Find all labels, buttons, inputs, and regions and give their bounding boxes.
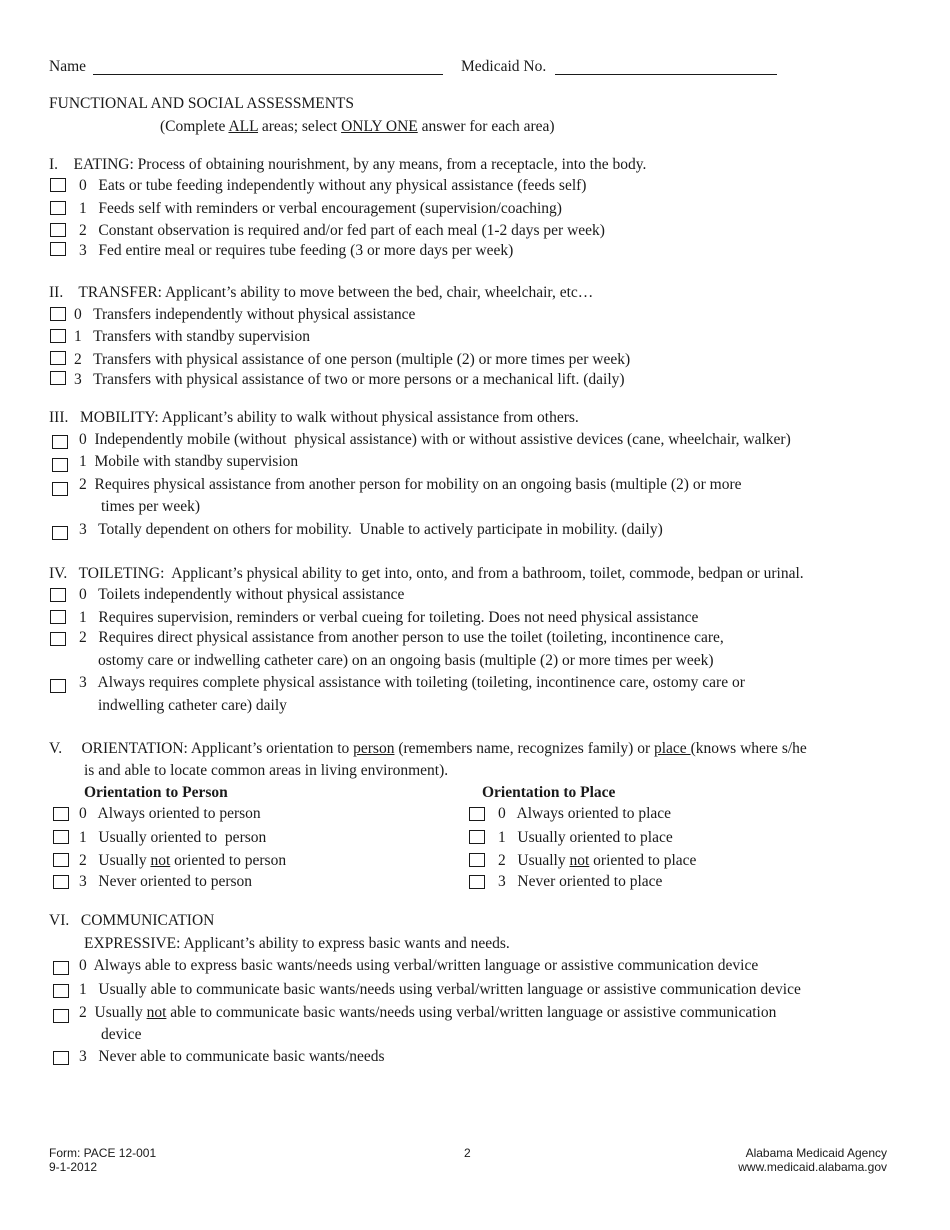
place-checkbox-1[interactable] [469,830,485,844]
transfer-checkbox-0[interactable] [50,307,66,321]
person-checkbox-3[interactable] [53,875,69,889]
orientation-heading: V. ORIENTATION: Applicant’s orientation to person (remembers name, recognizes family) or place (knows where s/he [49,740,807,757]
eating-option-2: 2 Constant observation is required and/or fed part of each meal (1-2 days per week) [79,222,605,239]
person-option-2: 2 Usually not oriented to person [79,852,287,869]
communication-option-0: 0 Always able to express basic wants/needs using verbal/written language or assistive communication device [79,957,759,974]
mobility-option-2: 2 Requires physical assistance from another person for mobility on an ongoing basis (multiple (2) or more [79,476,742,493]
place-option-3: 3 Never oriented to place [498,873,663,890]
place-option-1: 1 Usually oriented to place [498,829,673,846]
toileting-heading: IV. TOILETING: Applicant’s physical ability to get into, onto, and from a bathroom, toilet, commode, bedpan or urinal. [49,565,804,582]
eating-heading: I. EATING: Process of obtaining nourishment, by any means, from a receptacle, into the body. [49,156,647,173]
toileting-option-0: 0 Toilets independently without physical assistance [79,586,405,603]
toileting-option-3-continued: indwelling catheter care) daily [98,697,287,714]
communication-checkbox-2[interactable] [53,1009,69,1023]
toileting-option-2-continued: ostomy care or indwelling catheter care) on an ongoing basis (multiple (2) or more times per week) [98,652,714,669]
transfer-option-2: 2 Transfers with physical assistance of one person (multiple (2) or more times per week) [74,351,631,368]
mobility-option-1: 1 Mobile with standby supervision [79,453,299,470]
orientation-place-title: Orientation to Place [482,784,616,801]
orientation-heading-continued: is and able to locate common areas in living environment). [84,762,449,779]
form-date: 9-1-2012 [49,1160,98,1174]
form-number: Form: PACE 12-001 [49,1146,157,1160]
communication-checkbox-3[interactable] [53,1051,69,1065]
communication-checkbox-1[interactable] [53,984,69,998]
person-option-0: 0 Always oriented to person [79,805,261,822]
agency-name: Alabama Medicaid Agency [745,1146,887,1160]
eating-checkbox-1[interactable] [50,201,66,215]
medicaid-number-field[interactable] [555,74,777,75]
page-title: FUNCTIONAL AND SOCIAL ASSESSMENTS [49,95,355,112]
place-checkbox-0[interactable] [469,807,485,821]
transfer-heading: II. TRANSFER: Applicant’s ability to move between the bed, chair, wheelchair, etc… [49,284,594,301]
instructions: (Complete ALL areas; select ONLY ONE answer for each area) [160,118,555,135]
mobility-checkbox-2[interactable] [52,482,68,496]
mobility-option-0: 0 Independently mobile (without physical assistance) with or without assistive devices (cane, wheelchair, walker) [79,431,791,448]
communication-option-3: 3 Never able to communicate basic wants/needs [79,1048,385,1065]
toileting-option-1: 1 Requires supervision, reminders or verbal cueing for toileting. Does not need physical assistance [79,609,699,626]
place-option-2: 2 Usually not oriented to place [498,852,697,869]
transfer-option-0: 0 Transfers independently without physical assistance [74,306,416,323]
eating-option-1: 1 Feeds self with reminders or verbal encouragement (supervision/coaching) [79,200,562,217]
eating-checkbox-2[interactable] [50,223,66,237]
communication-option-1: 1 Usually able to communicate basic wants/needs using verbal/written language or assistive communication device [79,981,801,998]
person-option-3: 3 Never oriented to person [79,873,253,890]
mobility-checkbox-3[interactable] [52,526,68,540]
person-checkbox-2[interactable] [53,853,69,867]
person-option-1: 1 Usually oriented to person [79,829,267,846]
communication-checkbox-0[interactable] [53,961,69,975]
eating-checkbox-0[interactable] [50,178,66,192]
person-checkbox-1[interactable] [53,830,69,844]
communication-subheading: EXPRESSIVE: Applicant’s ability to express basic wants and needs. [84,935,510,952]
place-option-0: 0 Always oriented to place [498,805,672,822]
transfer-option-3: 3 Transfers with physical assistance of two or more persons or a mechanical lift. (daily) [74,371,625,388]
transfer-checkbox-3[interactable] [50,371,66,385]
communication-heading: VI. COMMUNICATION [49,912,215,929]
communication-option-2: 2 Usually not able to communicate basic wants/needs using verbal/written language or assistive communication [79,1004,777,1021]
place-checkbox-2[interactable] [469,853,485,867]
eating-checkbox-3[interactable] [50,242,66,256]
person-checkbox-0[interactable] [53,807,69,821]
eating-option-0: 0 Eats or tube feeding independently without any physical assistance (feeds self) [79,177,587,194]
toileting-checkbox-3[interactable] [50,679,66,693]
place-checkbox-3[interactable] [469,875,485,889]
transfer-checkbox-2[interactable] [50,351,66,365]
mobility-heading: III. MOBILITY: Applicant’s ability to walk without physical assistance from others. [49,409,579,426]
name-field[interactable] [93,74,443,75]
footer-left [49,1146,156,1174]
transfer-option-1: 1 Transfers with standby supervision [74,328,310,345]
mobility-checkbox-0[interactable] [52,435,68,449]
eating-option-3: 3 Fed entire meal or requires tube feeding (3 or more days per week) [79,242,514,259]
communication-option-2-continued: device [101,1026,142,1043]
orientation-person-title: Orientation to Person [84,784,228,801]
footer-right [738,1146,887,1174]
toileting-checkbox-0[interactable] [50,588,66,602]
mobility-checkbox-1[interactable] [52,458,68,472]
toileting-checkbox-1[interactable] [50,610,66,624]
medicaid-label: Medicaid No. [461,58,547,75]
toileting-checkbox-2[interactable] [50,632,66,646]
mobility-option-2-continued: times per week) [101,498,200,515]
toileting-option-2: 2 Requires direct physical assistance from another person to use the toilet (toileting, incontinence care, [79,629,724,646]
name-label: Name [49,58,87,75]
transfer-checkbox-1[interactable] [50,329,66,343]
agency-website[interactable]: www.medicaid.alabama.gov [738,1160,887,1174]
page-number: 2 [464,1146,471,1160]
toileting-option-3: 3 Always requires complete physical assistance with toileting (toileting, incontinence care, ostomy care or [79,674,745,691]
mobility-option-3: 3 Totally dependent on others for mobility. Unable to actively participate in mobility. (daily) [79,521,663,538]
